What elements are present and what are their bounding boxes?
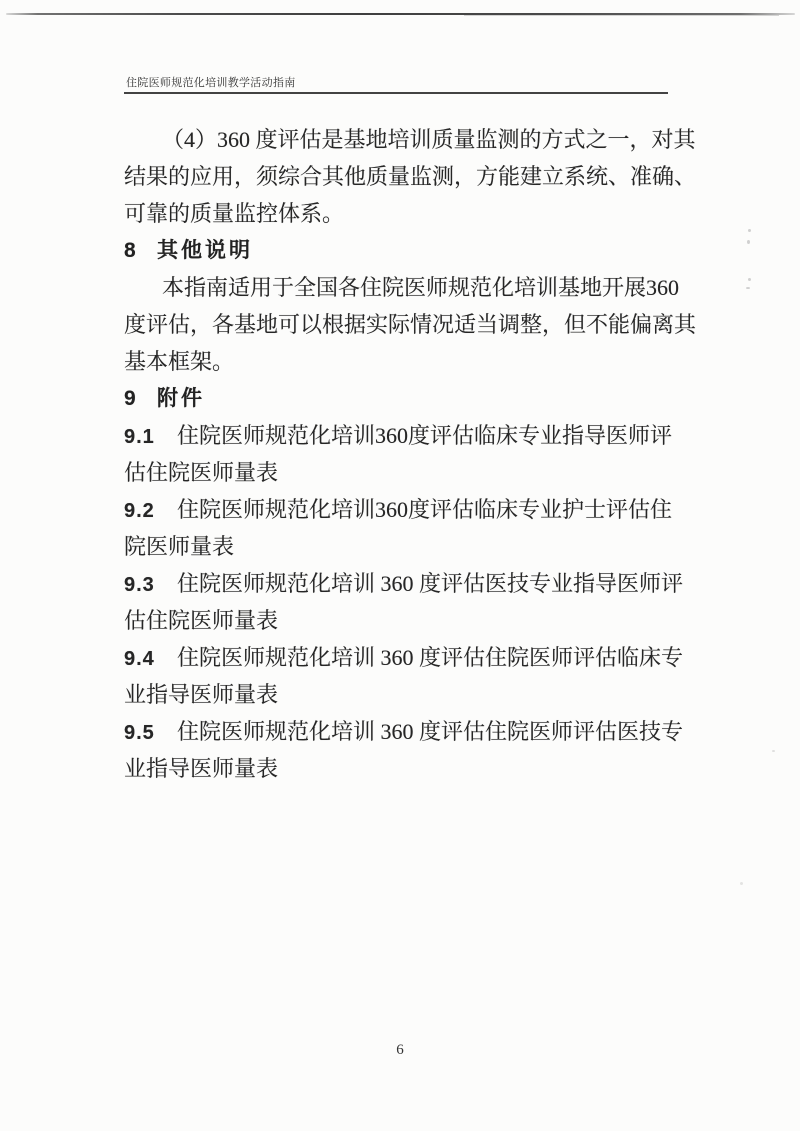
item-number: 9.1 xyxy=(124,426,155,448)
document-body xyxy=(124,121,724,787)
header-rule xyxy=(124,92,668,94)
scan-noise-speck xyxy=(746,287,750,289)
page-number: 6 xyxy=(396,1042,404,1058)
scan-noise-speck xyxy=(748,229,751,232)
paragraph-line: 结果的应用，须综合其他质量监测，方能建立系统、准确、 xyxy=(124,164,697,189)
paragraph-line: 度评估，各基地可以根据实际情况适当调整，但不能偏离其 xyxy=(124,312,697,337)
section-heading-9 xyxy=(124,380,724,417)
paragraph-line: 基本框架。 xyxy=(124,349,235,374)
section-heading-8 xyxy=(124,232,724,269)
paragraph-scope xyxy=(124,269,724,380)
scan-noise-speck xyxy=(748,278,751,281)
section-title: 附件 xyxy=(157,387,205,410)
attachment-item-9-1 xyxy=(124,417,724,491)
item-line: 估住院医师量表 xyxy=(124,608,279,633)
scanner-edge-artifact xyxy=(6,13,795,15)
paragraph-line: 本指南适用于全国各住院医师规范化培训基地开展360 xyxy=(162,275,680,300)
item-line xyxy=(124,713,724,750)
item-text: 住院医师规范化培训 360 度评估住院医师评估临床专 xyxy=(177,645,684,670)
attachment-item-9-4 xyxy=(124,639,724,713)
item-text: 住院医师规范化培训360度评估临床专业护士评估住 xyxy=(177,497,673,522)
item-line: 业指导医师量表 xyxy=(124,756,279,781)
attachment-item-9-5 xyxy=(124,713,724,787)
item-text: 住院医师规范化培训 360 度评估住院医师评估医技专 xyxy=(177,719,684,744)
scan-noise-speck xyxy=(772,750,775,752)
item-number: 9.2 xyxy=(124,500,155,522)
item-line: 业指导医师量表 xyxy=(124,682,279,707)
item-text: 住院医师规范化培训360度评估临床专业指导医师评 xyxy=(177,423,673,448)
scan-noise-speck xyxy=(747,240,750,244)
item-line xyxy=(124,417,724,454)
attachment-item-9-3 xyxy=(124,565,724,639)
scan-noise-speck xyxy=(740,882,743,885)
item-number: 9.5 xyxy=(124,722,155,744)
item-line xyxy=(124,639,724,676)
attachment-item-9-2 xyxy=(124,491,724,565)
item-number: 9.4 xyxy=(124,648,155,670)
item-line: 估住院医师量表 xyxy=(124,460,279,485)
section-number: 9 xyxy=(124,387,136,410)
item-line xyxy=(124,491,724,528)
item-line xyxy=(124,565,724,602)
item-number: 9.3 xyxy=(124,574,155,596)
paragraph-line: 可靠的质量监控体系。 xyxy=(124,201,345,226)
item-line: 院医师量表 xyxy=(124,534,235,559)
section-title: 其他说明 xyxy=(157,239,253,262)
running-header: 住院医师规范化培训教学活动指南 xyxy=(126,77,296,89)
item-text: 住院医师规范化培训 360 度评估医技专业指导医师评 xyxy=(177,571,684,596)
paragraph-360-eval xyxy=(124,121,724,232)
section-number: 8 xyxy=(124,239,136,262)
paragraph-line: （4）360 度评估是基地培训质量监测的方式之一，对其 xyxy=(162,127,696,152)
